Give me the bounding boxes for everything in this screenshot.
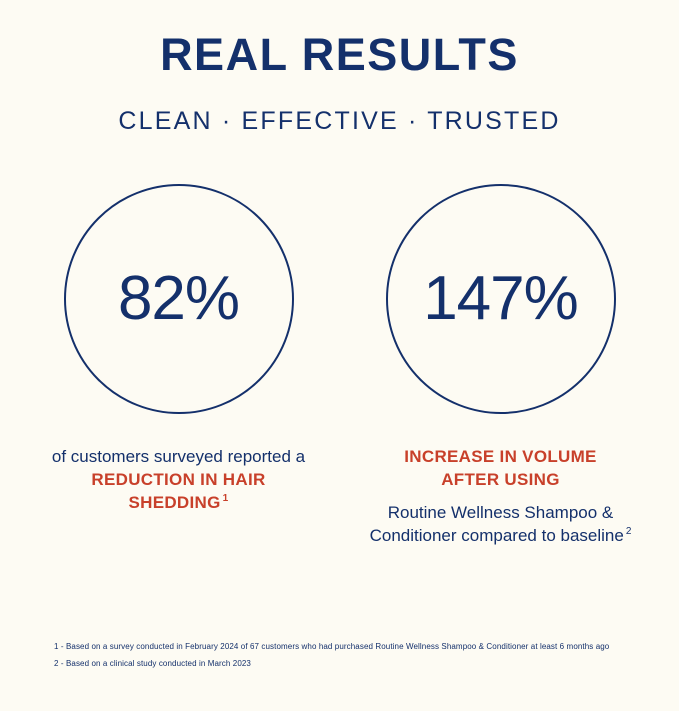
stat-value-1: 82% [117,264,240,333]
footnote-marker: 2 [625,526,632,538]
stat-block-2 [366,184,636,548]
caption-text: Conditioner compared to baseline [369,525,624,545]
caption-line: AFTER USING [441,469,560,489]
stats-row [0,184,679,548]
caption-line [52,492,305,515]
caption-line: INCREASE IN VOLUME [404,447,597,466]
footnotes [54,639,609,673]
footnote-1: 1 - Based on a survey conducted in February 2024 of 67 customers who had purchased Routine Wellness Shampoo & Conditioner at least 6 months ago [54,642,610,652]
caption-line: REDUCTION IN HAIR [91,469,266,489]
caption-line: Routine Wellness Shampoo & [387,502,614,522]
footnote-2: 2 - Based on a clinical study conducted in March 2023 [54,659,251,669]
stat-value-2: 147% [423,264,578,333]
footnote-marker: 1 [222,493,229,505]
caption-text: SHEDDING [128,492,221,512]
page-subtitle: CLEAN · EFFECTIVE · TRUSTED [118,107,561,135]
results-infographic [0,29,679,711]
caption-line [370,525,632,548]
stat-block-1 [44,184,314,515]
stat-caption-1 [52,446,305,515]
stat-circle-1 [64,184,294,414]
caption-line: of customers surveyed reported a [51,447,306,466]
page-title: REAL RESULTS [160,29,519,80]
stat-caption-2 [370,446,632,548]
stat-circle-2 [386,184,616,414]
